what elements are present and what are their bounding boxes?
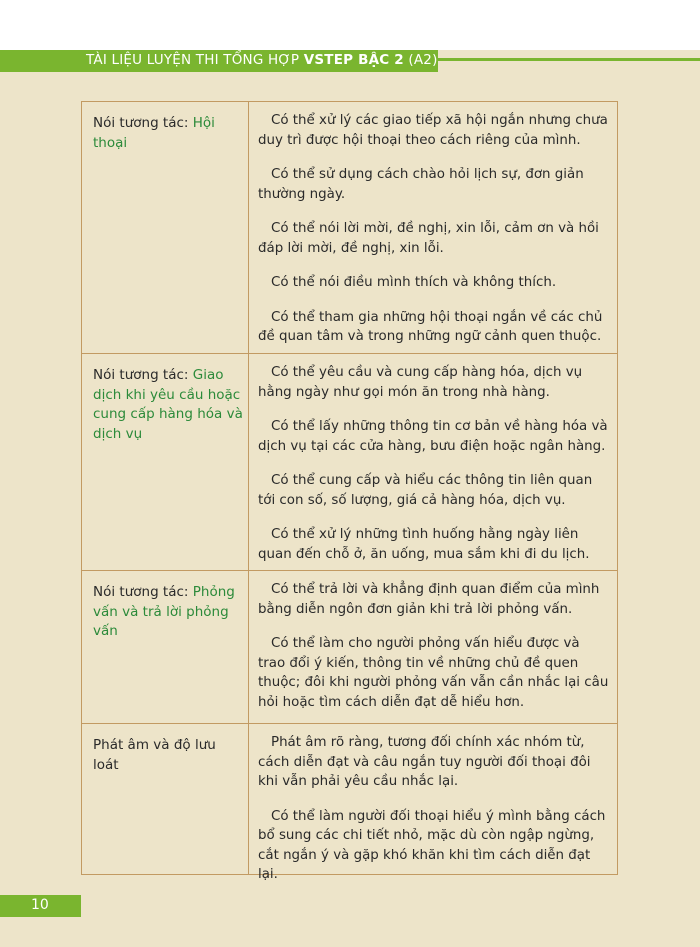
skills-table xyxy=(81,101,618,882)
descriptor-paragraph: Có thể nói điều mình thích và không thích. xyxy=(271,275,557,290)
table-row xyxy=(82,102,617,353)
row-label-plain: Phát âm và độ lưu loát xyxy=(93,737,216,773)
top-margin xyxy=(0,0,700,50)
row-descriptors xyxy=(258,363,610,579)
row-label-plain: Nói tương tác: xyxy=(93,367,189,383)
table-row xyxy=(82,353,617,570)
descriptor-paragraph: Phát âm rõ ràng, tương đối chính xác nhóm từ, cách diễn đạt và câu ngắn tuy người đối thoại đôi khi vẫn phải yêu cầu nhắc lại. xyxy=(258,735,591,789)
header-title-bold: VSTEP BẬC 2 xyxy=(303,52,404,68)
running-header xyxy=(0,50,700,72)
row-label-plain: Nói tương tác: xyxy=(93,584,189,600)
descriptor-paragraph: Có thể làm người đối thoại hiểu ý mình bằng cách bổ sung các chi tiết nhỏ, mặc dù còn ngập ngừng, cắt ngắn ý và gặp khó khăn khi tìm cách diễn đạt lại. xyxy=(258,808,606,882)
row-label xyxy=(93,736,243,775)
descriptor-paragraph: Có thể làm cho người phỏng vấn hiểu được và trao đổi ý kiến, thông tin về những chủ đề quen thuộc; đôi khi người phỏng vấn vẫn cần nhắc lại câu hỏi hoặc tìm cách diễn đạt dễ hiểu hơn. xyxy=(258,636,609,710)
descriptor-paragraph: Có thể trả lời và khẳng định quan điểm của mình bằng diễn ngôn đơn giản khi trả lời phỏng vấn. xyxy=(258,582,600,617)
descriptor-paragraph: Có thể yêu cầu và cung cấp hàng hóa, dịch vụ hằng ngày như gọi món ăn trong nhà hàng. xyxy=(258,365,583,400)
row-label-topic: Hội thoại xyxy=(93,115,215,151)
row-descriptors xyxy=(258,733,610,900)
header-title-prefix: TÀI LIỆU LUYỆN THI TỔNG HỢP xyxy=(86,52,300,68)
descriptor-paragraph: Có thể sử dụng cách chào hỏi lịch sự, đơn giản thường ngày. xyxy=(258,167,584,202)
descriptor-paragraph: Có thể lấy những thông tin cơ bản về hàng hóa và dịch vụ tại các cửa hàng, bưu điện hoặc ngân hàng. xyxy=(258,419,608,454)
descriptor-paragraph: Có thể cung cấp và hiểu các thông tin liên quan tới con số, số lượng, giá cả hàng hóa, dịch vụ. xyxy=(258,473,593,508)
row-descriptors xyxy=(258,111,610,362)
header-title-suffix: (A2) xyxy=(408,52,438,68)
row-label-topic: Giao dịch khi yêu cầu hoặc cung cấp hàng hóa và dịch vụ xyxy=(93,367,243,442)
row-label xyxy=(93,583,243,642)
descriptor-paragraph: Có thể nói lời mời, đề nghị, xin lỗi, cảm ơn và hồi đáp lời mời, đề nghị, xin lỗi. xyxy=(258,221,599,256)
row-label xyxy=(93,114,243,153)
page-number-tab xyxy=(0,895,81,917)
page-number: 10 xyxy=(31,897,49,913)
descriptor-paragraph: Có thể xử lý những tình huống hằng ngày liên quan đến chỗ ở, ăn uống, mua sắm khi đi du lịch. xyxy=(258,527,590,562)
row-label-plain: Nói tương tác: xyxy=(93,115,189,131)
row-label xyxy=(93,366,243,444)
descriptor-paragraph: Có thể xử lý các giao tiếp xã hội ngắn nhưng chưa duy trì được hội thoại theo cách riêng của mình. xyxy=(258,113,608,148)
descriptor-paragraph: Có thể tham gia những hội thoại ngắn về các chủ đề quan tâm và trong những ngữ cảnh quen thuộc. xyxy=(258,309,603,344)
row-label-topic: Phỏng vấn và trả lời phỏng vấn xyxy=(93,584,235,639)
header-rule xyxy=(438,58,700,61)
table-row xyxy=(82,723,617,882)
header-title xyxy=(86,52,438,68)
table-row xyxy=(82,570,617,723)
row-descriptors xyxy=(258,580,610,727)
